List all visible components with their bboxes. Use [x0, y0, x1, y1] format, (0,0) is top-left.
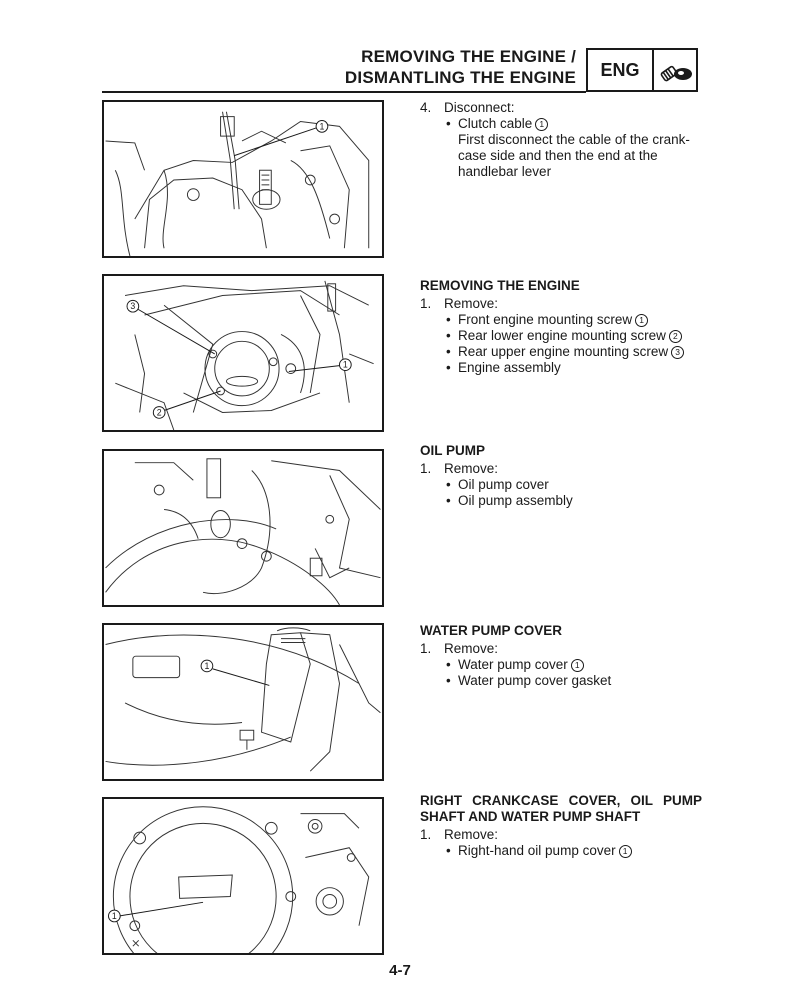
list-item: • Water pump cover gasket — [446, 673, 612, 688]
figure-oil-pump — [102, 449, 384, 607]
list-item-text: Engine assembly — [458, 360, 561, 375]
callout-ref: 1 — [635, 314, 648, 327]
section-oil-pump — [420, 443, 702, 509]
step-label: Remove: — [444, 461, 499, 476]
callout-ref: 1 — [619, 845, 632, 858]
figure-engine-mounts — [102, 274, 384, 432]
step-label: Remove: — [444, 827, 499, 842]
callout-ref: 1 — [535, 118, 548, 131]
list-item: • Clutch cable 1 — [446, 116, 702, 132]
step-number: 1. — [420, 296, 432, 311]
callout-3: 3 — [130, 301, 136, 312]
section-crankcase-cover — [420, 793, 702, 859]
step-label: Remove: — [444, 296, 499, 311]
callout-1: 1 — [319, 121, 325, 132]
list-item: • Water pump cover 1 — [446, 657, 702, 673]
step-number: 1. — [420, 461, 432, 476]
step-number: 4. — [420, 100, 432, 115]
step-label: Remove: — [444, 641, 499, 656]
callout-1: 1 — [204, 660, 210, 671]
section-title: REMOVING THE ENGINE — [420, 278, 580, 293]
header-title-line2: DISMANTLING THE ENGINE — [344, 68, 576, 87]
instruction-note: First disconnect the cable of the crank-case side and then the end at the handlebar lever — [458, 132, 690, 179]
list-item-text: Front engine mounting screw — [458, 312, 633, 327]
section-disconnect — [420, 100, 702, 180]
step-number: 1. — [420, 827, 432, 842]
list-item: • Oil pump cover — [446, 477, 549, 492]
figure-water-pump-cover — [102, 623, 384, 781]
page-header-title — [345, 46, 576, 88]
step-number: 1. — [420, 641, 432, 656]
section-removing-engine — [420, 278, 702, 376]
section-title: RIGHT CRANKCASE COVER, OIL PUMP SHAFT AND WATER PUMP SHAFT — [420, 793, 702, 824]
callout-ref: 1 — [571, 659, 584, 672]
chapter-badge — [586, 48, 698, 92]
section-title: OIL PUMP — [420, 443, 486, 458]
callout-2: 2 — [156, 407, 162, 418]
list-item-text: Rear upper engine mounting screw — [458, 344, 669, 359]
step-line — [420, 100, 702, 116]
engine-tool-icon — [654, 50, 696, 90]
section-title: WATER PUMP COVER — [420, 623, 563, 638]
figure-clutch-cable — [102, 100, 384, 258]
chapter-badge-label: ENG — [588, 50, 654, 90]
section-water-pump-cover — [420, 623, 702, 689]
page-number: 4-7 — [389, 962, 411, 979]
figure-crankcase-cover — [102, 797, 384, 955]
callout-ref: 3 — [671, 346, 684, 359]
list-item-text: Oil pump cover — [458, 477, 549, 492]
list-item-text: Oil pump assembly — [458, 493, 573, 508]
list-item-text: Right-hand oil pump cover — [458, 843, 616, 858]
step-label: Disconnect: — [444, 100, 515, 115]
list-item-text: Clutch cable — [458, 116, 533, 131]
callout-1: 1 — [111, 910, 117, 921]
list-item: • Oil pump assembly — [446, 493, 573, 508]
list-item: • Engine assembly — [446, 360, 561, 375]
callout-1: 1 — [342, 359, 348, 370]
list-item: • Rear upper engine mounting screw 3 — [446, 344, 702, 360]
header-rule — [102, 91, 586, 93]
callout-ref: 2 — [669, 330, 682, 343]
list-item-text: Water pump cover gasket — [458, 673, 612, 688]
header-title-line1: REMOVING THE ENGINE / — [361, 47, 576, 66]
list-item: • Front engine mounting screw 1 — [446, 312, 702, 328]
list-item-text: Water pump cover — [458, 657, 568, 672]
list-item: • Right-hand oil pump cover 1 — [446, 843, 702, 859]
list-item-text: Rear lower engine mounting screw — [458, 328, 666, 343]
list-item: • Rear lower engine mounting screw 2 — [446, 328, 702, 344]
